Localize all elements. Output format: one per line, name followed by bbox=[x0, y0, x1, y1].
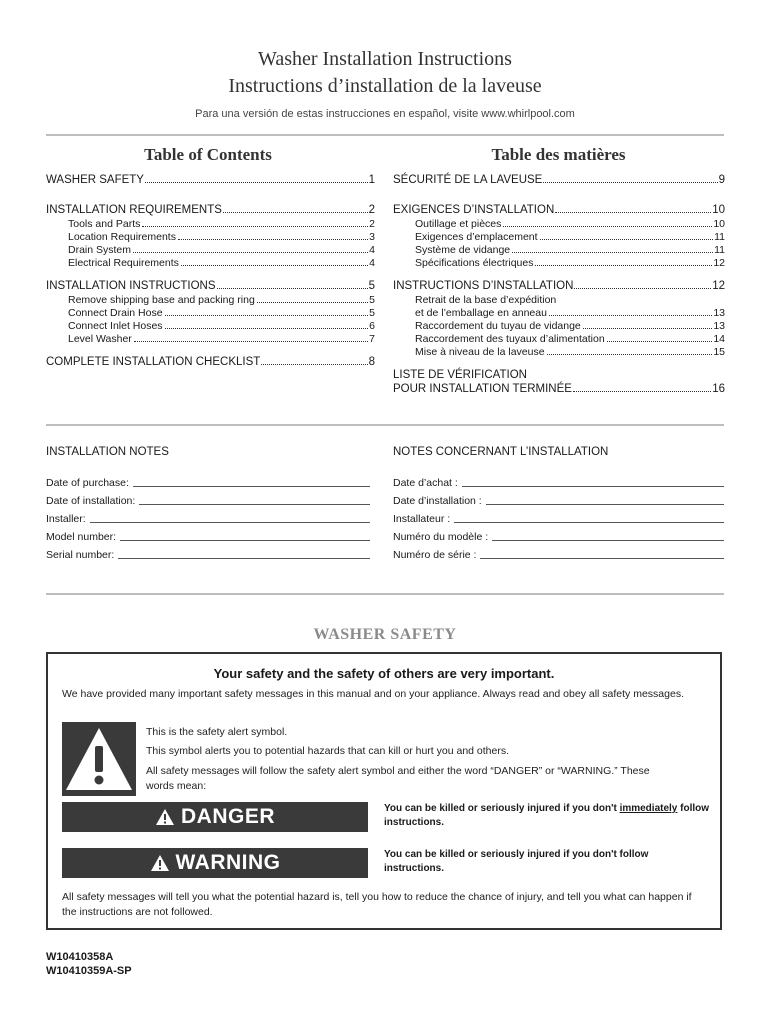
toc-subentry-label: Système de vidange bbox=[415, 244, 511, 256]
note-field-row bbox=[393, 549, 724, 561]
toc-leader-dots bbox=[540, 239, 714, 240]
toc-subentry bbox=[415, 346, 725, 358]
safety-box bbox=[46, 652, 722, 930]
toc-leader-dots bbox=[165, 328, 369, 329]
note-field-row bbox=[46, 531, 370, 543]
toc-entry-page: 1 bbox=[368, 174, 375, 186]
toc-subentry-page: 15 bbox=[713, 346, 725, 358]
toc-subentry bbox=[415, 333, 725, 345]
toc-entry-page: 12 bbox=[712, 280, 725, 292]
danger-text bbox=[384, 802, 714, 830]
toc-subentry bbox=[68, 294, 375, 306]
toc-subentry bbox=[68, 257, 375, 269]
symbol-line-1: This is the safety alert symbol. bbox=[146, 726, 288, 738]
danger-bar bbox=[62, 802, 368, 832]
toc-subentry-page: 12 bbox=[713, 257, 725, 269]
note-field-row bbox=[393, 477, 724, 489]
note-field-blank-line bbox=[90, 522, 370, 523]
toc-leader-dots bbox=[181, 265, 368, 266]
toc-leader-dots bbox=[165, 315, 369, 316]
toc-heading-french: Table des matières bbox=[491, 145, 626, 164]
installation-notes-heading-french: NOTES CONCERNANT L’INSTALLATION bbox=[393, 446, 609, 458]
toc-leader-dots bbox=[607, 341, 713, 342]
toc-subentry-label: Drain System bbox=[68, 244, 132, 256]
toc-subentry bbox=[68, 333, 375, 345]
spanish-version-note: Para una versión de estas instrucciones en español, visite www.whirlpool.com bbox=[195, 108, 575, 120]
toc-entry-label: POUR INSTALLATION TERMINÉE bbox=[393, 383, 572, 395]
toc-leader-dots bbox=[142, 226, 368, 227]
toc-leader-dots bbox=[547, 354, 713, 355]
note-field-label: Date d’achat : bbox=[393, 477, 458, 489]
toc-subentry-label: et de l’emballage en anneau bbox=[415, 307, 547, 319]
toc-entry bbox=[393, 204, 725, 216]
danger-label: DANGER bbox=[180, 805, 275, 828]
toc-entry-label: SÉCURITÉ DE LA LAVEUSE bbox=[393, 174, 543, 186]
note-field-blank-line bbox=[486, 504, 724, 505]
toc-leader-dots bbox=[503, 226, 712, 227]
toc-subentry-label: Connect Inlet Hoses bbox=[68, 320, 163, 332]
toc-leader-dots bbox=[535, 265, 712, 266]
toc-subentry-page: 7 bbox=[369, 333, 375, 345]
note-field-blank-line bbox=[454, 522, 724, 523]
document-number-english: W10410358A bbox=[46, 951, 114, 963]
safety-intro: We have provided many important safety messages in this manual and on your appliance. Always read and obey all safety messages. bbox=[62, 688, 684, 700]
toc-entry bbox=[46, 204, 375, 216]
note-field-blank-line bbox=[118, 558, 370, 559]
toc-subentry bbox=[68, 320, 375, 332]
toc-subentry-label: Exigences d’emplacement bbox=[415, 231, 538, 243]
toc-subentry-page: 3 bbox=[369, 231, 375, 243]
toc-subentry-page: 5 bbox=[369, 294, 375, 306]
toc-entry-page: 9 bbox=[718, 174, 725, 186]
toc-subentry-page: 2 bbox=[369, 218, 375, 230]
toc-entry bbox=[393, 383, 725, 395]
toc-subentry-label: Spécifications électriques bbox=[415, 257, 534, 269]
toc-subentry-label: Remove shipping base and packing ring bbox=[68, 294, 255, 306]
toc-subentry-page: 13 bbox=[713, 307, 725, 319]
toc-entry-label: INSTALLATION REQUIREMENTS bbox=[46, 204, 222, 216]
toc-subentry-label: Connect Drain Hose bbox=[68, 307, 163, 319]
toc-entry bbox=[46, 356, 375, 368]
toc-subentry-page: 4 bbox=[369, 257, 375, 269]
toc-subentry bbox=[415, 244, 725, 256]
toc-subentry bbox=[415, 294, 725, 306]
toc-subentry-page: 11 bbox=[714, 231, 725, 243]
note-field-row bbox=[46, 477, 370, 489]
note-field-blank-line bbox=[480, 558, 724, 559]
toc-subentry-label: Raccordement du tuyau de vidange bbox=[415, 320, 581, 332]
note-field-label: Serial number: bbox=[46, 549, 115, 561]
note-field-blank-line bbox=[139, 504, 370, 505]
toc-leader-dots bbox=[512, 252, 713, 253]
note-field-label: Date of installation: bbox=[46, 495, 136, 507]
toc-leader-dots bbox=[555, 212, 711, 213]
toc-entry-page: 10 bbox=[712, 204, 725, 216]
toc-subentry-page: 5 bbox=[369, 307, 375, 319]
toc-entry-label: WASHER SAFETY bbox=[46, 174, 144, 186]
note-field-blank-line bbox=[492, 540, 724, 541]
warning-text: You can be killed or seriously injured if you don't follow instructions. bbox=[384, 849, 649, 874]
note-field-label: Model number: bbox=[46, 531, 117, 543]
toc-subentry-page: 10 bbox=[713, 218, 725, 230]
title-french: Instructions d’installation de la laveuse bbox=[228, 75, 542, 97]
notes-divider bbox=[46, 593, 724, 595]
toc-leader-dots bbox=[134, 341, 368, 342]
toc-leader-dots bbox=[145, 182, 368, 183]
toc-leader-dots bbox=[133, 252, 368, 253]
washer-safety-title: WASHER SAFETY bbox=[313, 626, 457, 643]
toc-entry-label: LISTE DE VÉRIFICATION bbox=[393, 369, 527, 381]
toc-subentry-label: Outillage et pièces bbox=[415, 218, 502, 230]
note-field-label: Installer: bbox=[46, 513, 86, 525]
toc-subentry-label: Location Requirements bbox=[68, 231, 176, 243]
note-field-label: Numéro de série : bbox=[393, 549, 477, 561]
document-number-spanish: W10410359A-SP bbox=[46, 965, 132, 977]
toc-subentry-page: 11 bbox=[714, 244, 725, 256]
toc-entry-page: 2 bbox=[368, 204, 375, 216]
toc-entry-page: 8 bbox=[368, 356, 375, 368]
safety-box-heading: Your safety and the safety of others are very important. bbox=[213, 666, 555, 681]
toc-entry-label: INSTRUCTIONS D’INSTALLATION bbox=[393, 280, 574, 292]
toc-subentry-label: Retrait de la base d’expédition bbox=[415, 294, 557, 306]
toc-entry bbox=[46, 280, 375, 292]
toc-leader-dots bbox=[574, 288, 711, 289]
toc-subentry-page: 4 bbox=[369, 244, 375, 256]
toc-leader-dots bbox=[261, 364, 367, 365]
toc-leader-dots bbox=[217, 288, 368, 289]
danger-alert-icon bbox=[155, 808, 175, 826]
warning-bar bbox=[62, 848, 368, 878]
toc-subentry bbox=[415, 257, 725, 269]
toc-subentry bbox=[68, 307, 375, 319]
note-field-row bbox=[393, 531, 724, 543]
note-field-row bbox=[46, 549, 370, 561]
note-field-label: Date d’installation : bbox=[393, 495, 482, 507]
note-field-row bbox=[393, 513, 724, 525]
toc-leader-dots bbox=[543, 182, 717, 183]
toc-subentry-label: Raccordement des tuyaux d’alimentation bbox=[415, 333, 605, 345]
toc-subentry-label: Tools and Parts bbox=[68, 218, 141, 230]
toc-subentry-label: Mise à niveau de la laveuse bbox=[415, 346, 545, 358]
toc-subentry bbox=[68, 218, 375, 230]
toc-subentry bbox=[415, 320, 725, 332]
toc-divider bbox=[46, 424, 724, 426]
title-english: Washer Installation Instructions bbox=[258, 48, 512, 70]
note-field-label: Numéro du modèle : bbox=[393, 531, 489, 543]
note-field-label: Date of purchase: bbox=[46, 477, 129, 489]
toc-subentry bbox=[415, 218, 725, 230]
toc-heading-english: Table of Contents bbox=[144, 145, 272, 164]
safety-footer-text: All safety messages will tell you what the potential hazard is, tell you how to reduce the chance of injury, and tell you what can happen if the instructions are not followed. bbox=[62, 891, 692, 918]
toc-entry bbox=[393, 174, 725, 186]
toc-entry-label: EXIGENCES D’INSTALLATION bbox=[393, 204, 555, 216]
toc-leader-dots bbox=[573, 391, 711, 392]
note-field-blank-line bbox=[133, 486, 370, 487]
note-field-blank-line bbox=[462, 486, 724, 487]
toc-entry-page: 5 bbox=[368, 280, 375, 292]
toc-leader-dots bbox=[178, 239, 368, 240]
danger-text-emphasis: immediately bbox=[619, 803, 678, 814]
danger-text-part-2: follow instructions. bbox=[384, 803, 710, 828]
toc-subentry bbox=[68, 244, 375, 256]
symbol-line-2: This symbol alerts you to potential hazards that can kill or hurt you and others. bbox=[146, 745, 510, 757]
note-field-row bbox=[46, 513, 370, 525]
toc-entry bbox=[46, 174, 375, 186]
toc-subentry-page: 14 bbox=[713, 333, 725, 345]
note-field-row bbox=[46, 495, 370, 507]
note-field-blank-line bbox=[120, 540, 370, 541]
toc-subentry bbox=[68, 231, 375, 243]
toc-subentry-label: Level Washer bbox=[68, 333, 132, 345]
note-field-label: Installateur : bbox=[393, 513, 451, 525]
toc-subentry bbox=[415, 231, 725, 243]
safety-alert-symbol-icon bbox=[62, 722, 136, 796]
toc-entry bbox=[393, 369, 725, 381]
note-field-row bbox=[393, 495, 724, 507]
toc-entry bbox=[393, 280, 725, 292]
toc-entry-label: COMPLETE INSTALLATION CHECKLIST bbox=[46, 356, 261, 368]
symbol-line-3: All safety messages will follow the safety alert symbol and either the word “DANGER” or “WARNING.” These words mean: bbox=[146, 765, 650, 792]
installation-notes-heading: INSTALLATION NOTES bbox=[46, 446, 169, 458]
toc-leader-dots bbox=[223, 212, 368, 213]
danger-text-part-1: You can be killed or seriously injured if you don't bbox=[384, 803, 620, 814]
toc-subentry-page: 13 bbox=[713, 320, 725, 332]
toc-subentry-page: 6 bbox=[369, 320, 375, 332]
toc-leader-dots bbox=[549, 315, 712, 316]
warning-alert-icon bbox=[150, 854, 170, 872]
warning-label: WARNING bbox=[175, 851, 281, 874]
toc-subentry-label: Electrical Requirements bbox=[68, 257, 179, 269]
toc-entry-page: 16 bbox=[712, 383, 725, 395]
toc-leader-dots bbox=[257, 302, 368, 303]
header-divider bbox=[46, 134, 724, 136]
toc-leader-dots bbox=[583, 328, 713, 329]
toc-entry-label: INSTALLATION INSTRUCTIONS bbox=[46, 280, 216, 292]
toc-subentry bbox=[415, 307, 725, 319]
